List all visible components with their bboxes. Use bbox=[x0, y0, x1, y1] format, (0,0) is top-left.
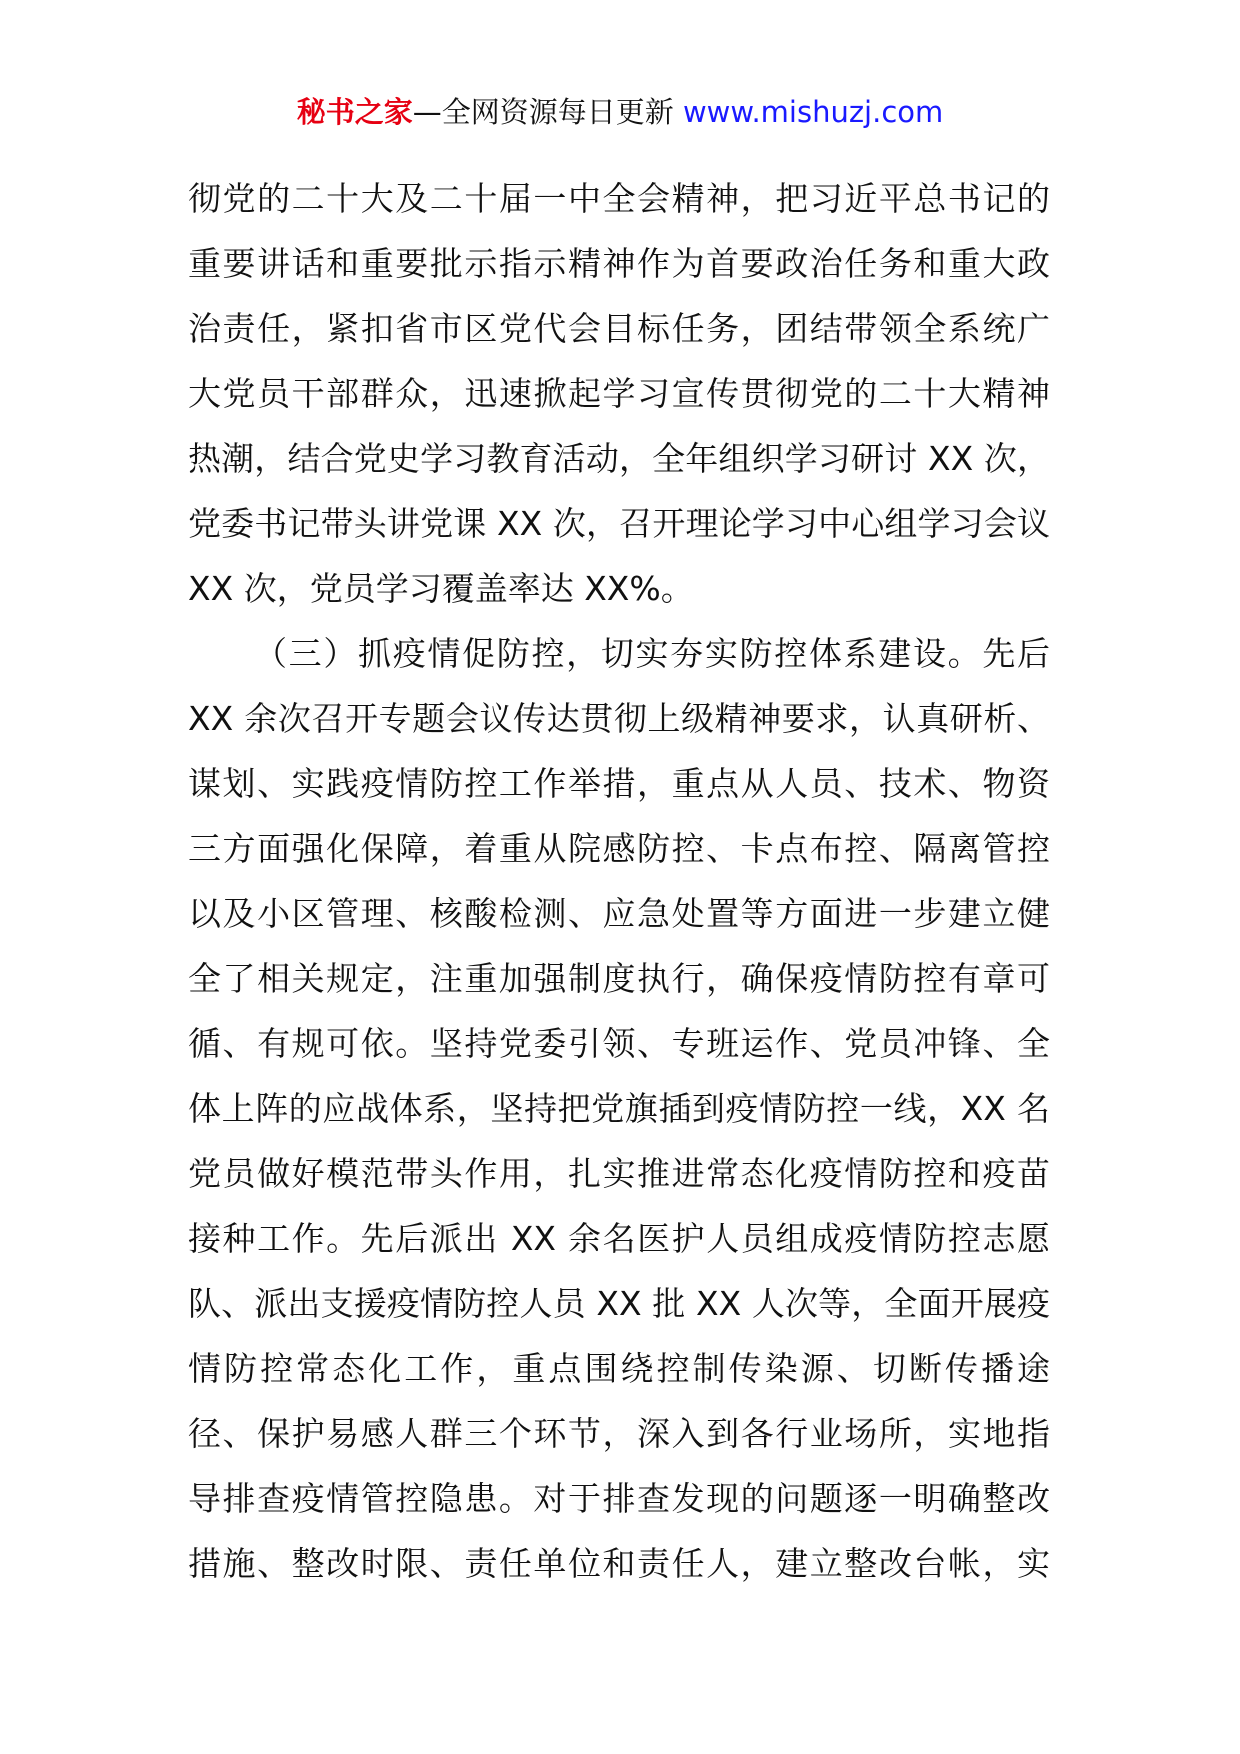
site-url-link[interactable]: www.mishuzj.com bbox=[682, 95, 944, 129]
text-line: 彻党的二十大及二十届一中全会精神，把习近平总书记的 bbox=[188, 179, 1050, 218]
document-body bbox=[188, 166, 1050, 1596]
text-line: 措施、整改时限、责任单位和责任人，建立整改台帐，实 bbox=[188, 1544, 1050, 1583]
header-tagline: —全网资源每日更新 bbox=[412, 95, 674, 129]
text-line: 体上阵的应战体系，坚持把党旗插到疫情防控一线，XX 名 bbox=[188, 1089, 1050, 1128]
text-line: 大党员干部群众，迅速掀起学习宣传贯彻党的二十大精神 bbox=[188, 374, 1050, 413]
text-line: 谋划、实践疫情防控工作举措，重点从人员、技术、物资 bbox=[188, 764, 1050, 803]
text-line: 情防控常态化工作，重点围绕控制传染源、切断传播途 bbox=[188, 1349, 1050, 1388]
text-line: 党委书记带头讲党课 XX 次，召开理论学习中心组学习会议 bbox=[188, 504, 1050, 543]
text-line: 三方面强化保障，着重从院感防控、卡点布控、隔离管控 bbox=[188, 829, 1050, 868]
text-line: 导排查疫情管控隐患。对于排查发现的问题逐一明确整改 bbox=[188, 1479, 1050, 1518]
text-line: 热潮，结合党史学习教育活动，全年组织学习研讨 XX 次， bbox=[188, 439, 1050, 478]
section-heading-line: （三）抓疫情促防控，切实夯实防控体系建设。先后 bbox=[254, 634, 1050, 673]
text-line: 接种工作。先后派出 XX 余名医护人员组成疫情防控志愿 bbox=[188, 1219, 1050, 1258]
text-line: 重要讲话和重要批示指示精神作为首要政治任务和重大政 bbox=[188, 244, 1050, 283]
text-line: XX 余次召开专题会议传达贯彻上级精神要求，认真研析、 bbox=[188, 699, 1050, 738]
text-line: 全了相关规定，注重加强制度执行，确保疫情防控有章可 bbox=[188, 959, 1050, 998]
text-line: 以及小区管理、核酸检测、应急处置等方面进一步建立健 bbox=[188, 894, 1050, 933]
text-line: 循、有规可依。坚持党委引领、专班运作、党员冲锋、全 bbox=[188, 1024, 1050, 1063]
brand-name: 秘书之家 bbox=[296, 95, 413, 129]
text-line: 队、派出支援疫情防控人员 XX 批 XX 人次等，全面开展疫 bbox=[188, 1284, 1050, 1323]
text-line: 径、保护易感人群三个环节，深入到各行业场所，实地指 bbox=[188, 1414, 1050, 1453]
text-line: 党员做好模范带头作用，扎实推进常态化疫情防控和疫苗 bbox=[188, 1154, 1050, 1193]
watermark-header bbox=[0, 92, 1240, 132]
text-line: 治责任，紧扣省市区党代会目标任务，团结带领全系统广 bbox=[188, 309, 1050, 348]
text-line: XX 次，党员学习覆盖率达 XX%。 bbox=[188, 569, 694, 608]
